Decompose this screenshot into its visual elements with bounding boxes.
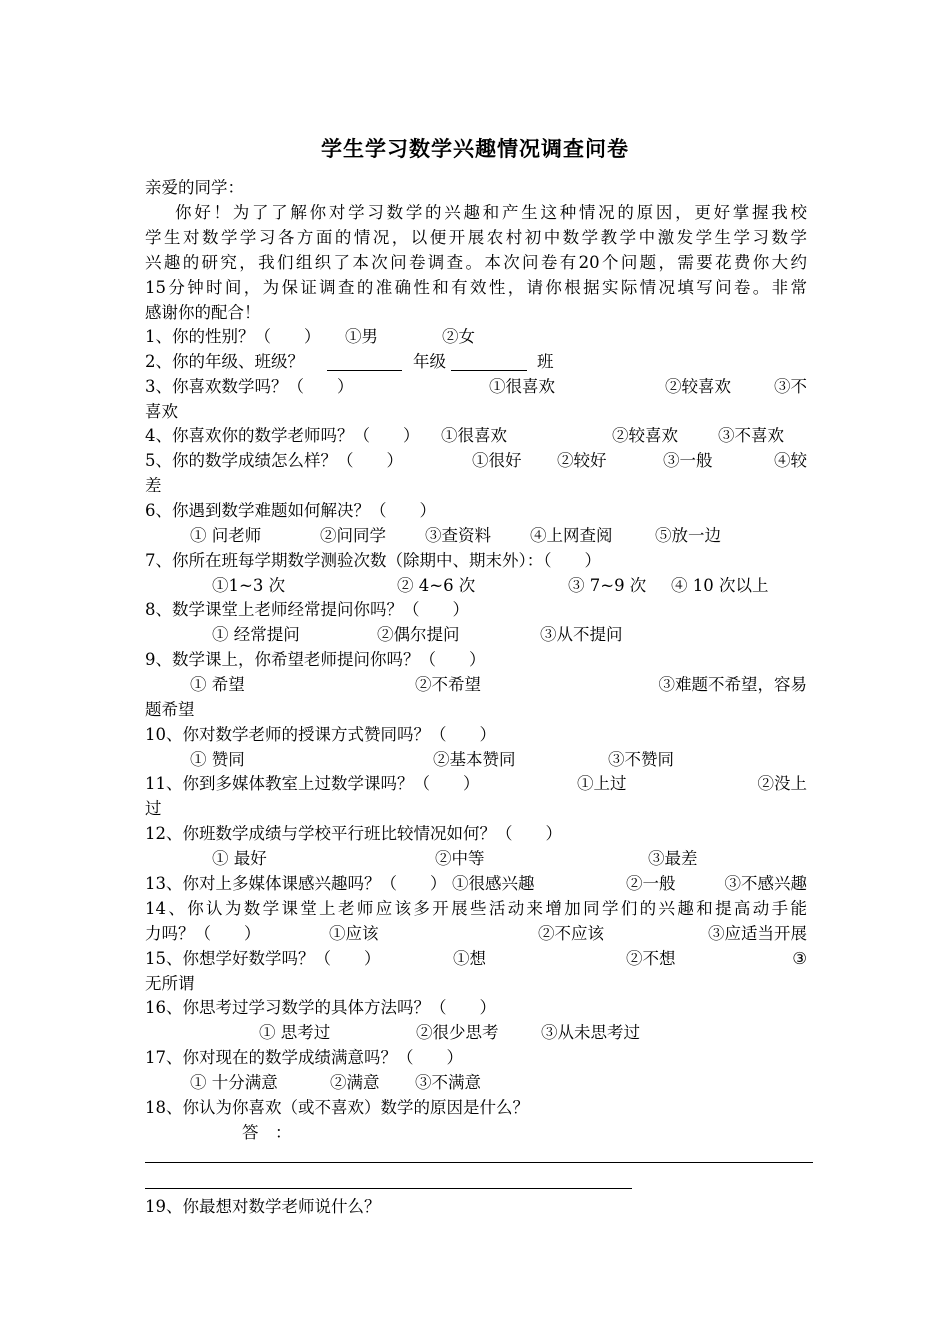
option[interactable]: ①想 (453, 949, 486, 968)
option[interactable]: ①应该 (329, 924, 379, 943)
option[interactable]: ②基本赞同 (433, 750, 516, 769)
option[interactable]: ②不想 (626, 949, 676, 968)
intro-line-3: 兴趣的研究，我们组织了本次问卷调查。本次问卷有20个问题，需要花费你大约 (145, 253, 807, 272)
question-15 (145, 947, 807, 971)
option[interactable]: ②问同学 (320, 526, 386, 545)
option[interactable]: ①1~3 次 (212, 576, 286, 595)
question-text: 4、你喜欢你的数学老师吗？（ ） (145, 426, 420, 445)
option[interactable]: ②不希望 (415, 675, 481, 694)
option[interactable]: ④ 10 次以上 (671, 576, 769, 595)
question-2 (145, 350, 807, 374)
question-text: 2、你的年级、班级？ (145, 352, 304, 371)
option[interactable]: ②满意 (330, 1073, 380, 1092)
question-16: 16、你思考过学习数学的具体方法吗？（ ） (145, 998, 496, 1017)
option[interactable]: ③从未思考过 (541, 1023, 640, 1042)
option[interactable]: ⑤放一边 (655, 526, 721, 545)
option[interactable]: ②较喜欢 (612, 426, 678, 445)
option[interactable]: ②较喜欢 (665, 377, 731, 396)
option[interactable]: ③从不提问 (540, 625, 623, 644)
option[interactable]: ②中等 (435, 849, 485, 868)
question-19: 19、你最想对数学老师说什么？ (145, 1197, 381, 1216)
option[interactable]: ② 4~6 次 (397, 576, 476, 595)
option[interactable]: ②很少思考 (416, 1023, 499, 1042)
option[interactable]: ③不 (774, 377, 807, 396)
question-6: 6、你遇到数学难题如何解决？（ ） (145, 501, 436, 520)
question-10: 10、你对数学老师的授课方式赞同吗？（ ） (145, 725, 496, 744)
question-13 (145, 872, 807, 896)
question-4 (145, 424, 807, 448)
question-3 (145, 375, 807, 399)
question-9: 9、数学课上，你希望老师提问你吗？（ ） (145, 650, 486, 669)
option[interactable]: ③难题不希望，容易 (658, 675, 807, 694)
question-1 (145, 325, 807, 349)
intro-line-2: 学生对数学学习各方面的情况，以便开展农村初中数学教学中激发学生学习数学 (145, 228, 807, 247)
option[interactable]: ① 最好 (212, 849, 267, 868)
option[interactable]: ① 希望 (190, 675, 245, 694)
intro-line-5: 感谢你的配合！ (145, 303, 261, 322)
question-14-options (145, 922, 807, 946)
question-12: 12、你班数学成绩与学校平行班比较情况如何？（ ） (145, 824, 562, 843)
grade-label: 年级 (413, 352, 446, 371)
answer-label: 答 ： (242, 1123, 292, 1142)
question-3-continued: 喜欢 (145, 402, 178, 421)
option[interactable]: ① 赞同 (190, 750, 245, 769)
option[interactable]: ④较 (774, 451, 807, 470)
question-text: 5、你的数学成绩怎么样？（ ） (145, 451, 403, 470)
option[interactable]: ②较好 (557, 451, 607, 470)
question-text: 13、你对上多媒体课感兴趣吗？（ ） (145, 874, 447, 893)
question-text: 15、你想学好数学吗？（ ） (145, 949, 381, 968)
option[interactable]: ③不感兴趣 (724, 874, 807, 893)
option[interactable]: ①很感兴趣 (452, 874, 535, 893)
question-10-options (145, 748, 807, 772)
question-8-options (145, 623, 807, 647)
option[interactable]: ③不赞同 (608, 750, 674, 769)
option[interactable]: ① 经常提问 (212, 625, 300, 644)
option[interactable]: ②女 (442, 327, 475, 346)
question-9-continued: 题希望 (145, 700, 195, 719)
option[interactable]: ③一般 (663, 451, 713, 470)
option[interactable]: ①上过 (577, 774, 627, 793)
intro-line-4: 15分钟时间，为保证调查的准确性和有效性，请你根据实际情况填写问卷。非常 (145, 278, 807, 297)
option[interactable]: ①很喜欢 (441, 426, 507, 445)
option[interactable]: ④上网查阅 (530, 526, 613, 545)
question-16-options (145, 1021, 807, 1045)
question-14-continued: 力吗？（ ） (145, 924, 261, 943)
option[interactable]: ③查资料 (425, 526, 491, 545)
option[interactable]: ①很好 (472, 451, 522, 470)
answer-line[interactable] (145, 1162, 813, 1163)
option[interactable]: ③ 7~9 次 (568, 576, 647, 595)
option[interactable]: ③最差 (648, 849, 698, 868)
question-text: 3、你喜欢数学吗？（ ） (145, 377, 354, 396)
class-blank[interactable] (451, 352, 527, 371)
option[interactable]: ③ (792, 949, 807, 968)
question-12-options (145, 847, 807, 871)
option[interactable]: ②偶尔提问 (377, 625, 460, 644)
option[interactable]: ②一般 (626, 874, 676, 893)
class-label: 班 (537, 352, 554, 371)
greeting: 亲爱的同学： (145, 178, 244, 197)
option[interactable]: ①男 (345, 327, 378, 346)
option[interactable]: ① 思考过 (259, 1023, 331, 1042)
option[interactable]: ① 问老师 (190, 526, 262, 545)
question-18: 18、你认为你喜欢（或不喜欢）数学的原因是什么？ (145, 1098, 529, 1117)
question-11-continued: 过 (145, 799, 162, 818)
option[interactable]: ②不应该 (538, 924, 604, 943)
option[interactable]: ① 十分满意 (190, 1073, 278, 1092)
option[interactable]: ①很喜欢 (489, 377, 555, 396)
question-8: 8、数学课堂上老师经常提问你吗？（ ） (145, 600, 469, 619)
question-6-options (145, 524, 807, 548)
option[interactable]: ②没上 (757, 774, 807, 793)
question-7: 7、你所在班每学期数学测验次数（除期中、期末外）：（ ） (145, 551, 601, 570)
question-text: 11、你到多媒体教室上过数学课吗？（ ） (145, 774, 480, 793)
option[interactable]: ③应适当开展 (708, 924, 807, 943)
intro-line-1: 你好！为了了解你对学习数学的兴趣和产生这种情况的原因，更好掌握我校 (175, 203, 807, 222)
question-text: 1、你的性别？（ ） (145, 327, 321, 346)
question-17: 17、你对现在的数学成绩满意吗？（ ） (145, 1048, 463, 1067)
page-title: 学生学习数学兴趣情况调查问卷 (321, 137, 629, 161)
question-5-continued: 差 (145, 476, 162, 495)
grade-blank[interactable] (327, 352, 402, 371)
question-7-options (145, 574, 807, 598)
question-14: 14、你认为数学课堂上老师应该多开展些活动来增加同学们的兴趣和提高动手能 (145, 899, 807, 918)
question-17-options (145, 1071, 807, 1095)
question-9-options (145, 673, 807, 697)
option[interactable]: ③不喜欢 (718, 426, 784, 445)
question-5 (145, 449, 807, 473)
question-11 (145, 772, 807, 796)
answer-line[interactable] (145, 1188, 632, 1189)
option[interactable]: ③不满意 (415, 1073, 481, 1092)
question-15-continued: 无所谓 (145, 974, 195, 993)
